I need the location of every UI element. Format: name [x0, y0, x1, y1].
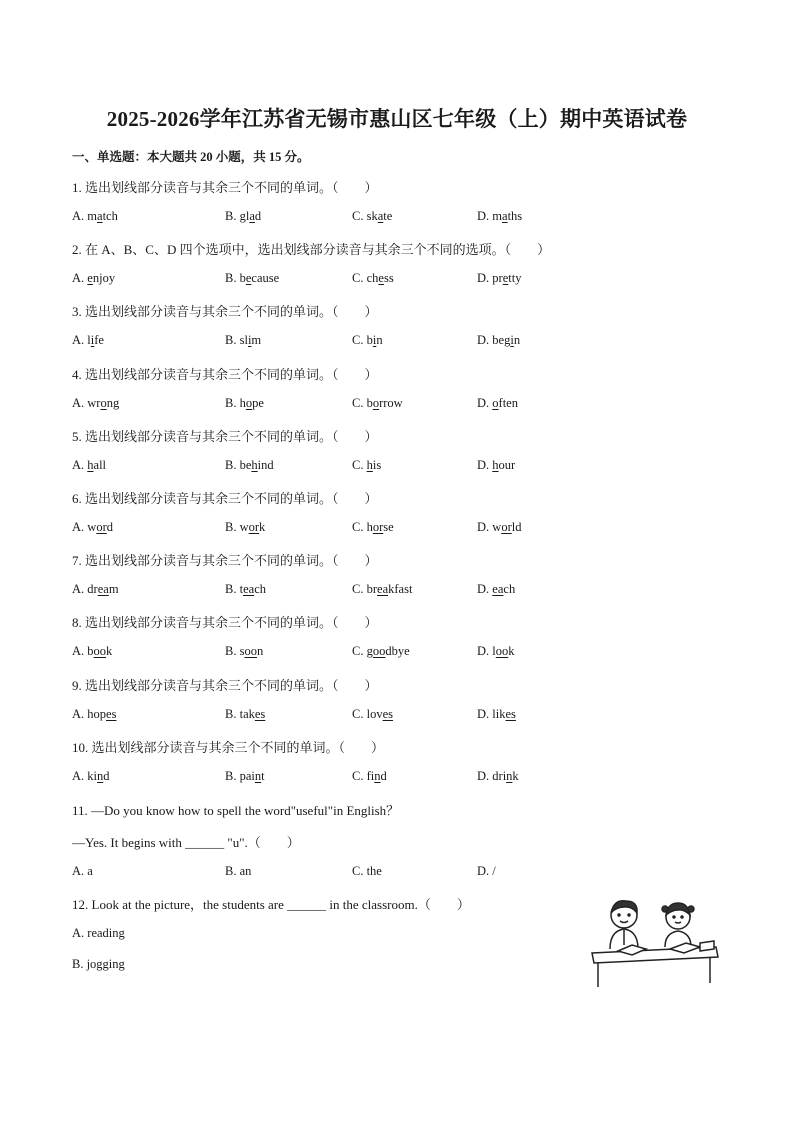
word-prefix: w	[87, 520, 97, 534]
word-prefix: pai	[239, 769, 255, 783]
underlined-letters: i	[372, 333, 377, 347]
option-label: B.	[225, 333, 237, 347]
question-3-option-b[interactable]	[225, 333, 261, 348]
word-suffix: se	[383, 520, 394, 534]
word-prefix: pr	[492, 271, 503, 285]
word-prefix: l	[492, 644, 496, 658]
option-label: D.	[477, 458, 490, 472]
word-prefix: h	[366, 520, 373, 534]
option-label: A.	[72, 458, 85, 472]
underlined-letters: es	[106, 707, 117, 721]
question-8-option-b[interactable]	[225, 644, 263, 659]
word-suffix: k	[512, 769, 519, 783]
word-prefix: sl	[239, 333, 248, 347]
question-4-option-d[interactable]	[477, 396, 518, 411]
underlined-letters: e	[87, 271, 93, 285]
option-label: C.	[352, 209, 364, 223]
underlined-letters: h	[251, 458, 258, 472]
question-8-stem: 8. 选出划线部分读音与其余三个不同的单词。（ ）	[72, 615, 378, 630]
word-prefix: m	[87, 209, 98, 223]
word-prefix: b	[366, 396, 373, 410]
word-suffix: tch	[102, 209, 118, 223]
word-suffix: m	[108, 582, 119, 596]
underlined-letters: o	[372, 396, 380, 410]
question-5-option-b[interactable]	[225, 458, 274, 473]
word-suffix: t	[261, 769, 265, 783]
word-suffix: dbye	[385, 644, 410, 658]
question-1-stem: 1. 选出划线部分读音与其余三个不同的单词。（ ）	[72, 180, 378, 195]
word-suffix: te	[383, 209, 393, 223]
underlined-letters: es	[505, 707, 516, 721]
question-2-option-b[interactable]	[225, 271, 279, 286]
underlined-letters: ea	[243, 582, 255, 596]
word-suffix: n	[376, 333, 383, 347]
option-label: B.	[225, 271, 237, 285]
underlined-letters: h	[366, 458, 373, 472]
word-suffix: fe	[94, 333, 104, 347]
underlined-letters: ea	[492, 582, 504, 596]
question-5-stem: 5. 选出划线部分读音与其余三个不同的单词。（ ）	[72, 429, 378, 444]
word-suffix: ind	[257, 458, 274, 472]
word-suffix: ss	[383, 271, 394, 285]
option-label: C.	[352, 582, 364, 596]
option-label: B.	[225, 520, 237, 534]
underlined-letters: oo	[244, 644, 257, 658]
word-prefix: gl	[239, 209, 250, 223]
word-prefix: be	[239, 458, 252, 472]
word-prefix: lik	[492, 707, 506, 721]
word-suffix: kfast	[388, 582, 413, 596]
option-label: D.	[477, 271, 490, 285]
option-label: D.	[477, 644, 490, 658]
word-prefix: h	[239, 396, 246, 410]
word-prefix: ch	[366, 271, 379, 285]
option-label: D.	[477, 209, 490, 223]
word-prefix: l	[87, 333, 91, 347]
question-8-option-c[interactable]	[352, 644, 410, 659]
question-10-option-a[interactable]	[72, 769, 110, 784]
question-6-stem: 6. 选出划线部分读音与其余三个不同的单词。（ ）	[72, 491, 378, 506]
question-1-option-c[interactable]	[352, 209, 392, 224]
word-prefix: dri	[492, 769, 507, 783]
underlined-letters: oo	[372, 644, 386, 658]
word-suffix: all	[93, 458, 107, 472]
question-9-option-b[interactable]	[225, 707, 265, 722]
word-prefix: hop	[87, 707, 107, 721]
question-12-option-a[interactable]: A. reading	[72, 926, 125, 940]
underlined-letters: or	[501, 520, 512, 534]
underlined-letters: i	[90, 333, 95, 347]
option-label: C.	[352, 333, 364, 347]
option-label: D.	[477, 707, 490, 721]
option-label: B.	[225, 458, 237, 472]
word-suffix: rrow	[379, 396, 403, 410]
word-prefix: m	[492, 209, 503, 223]
question-6-option-a[interactable]	[72, 520, 113, 535]
option-label: C.	[352, 769, 364, 783]
option-label: B.	[225, 769, 237, 783]
word-suffix: ng	[106, 396, 120, 410]
underlined-letters: oo	[495, 644, 509, 658]
word-suffix: pe	[252, 396, 264, 410]
underlined-letters: or	[248, 520, 260, 534]
underlined-letters: oo	[93, 644, 107, 658]
word-suffix: ths	[507, 209, 523, 223]
word-prefix: tak	[239, 707, 255, 721]
option-label: A.	[72, 582, 85, 596]
option-label: C.	[352, 458, 364, 472]
question-1-option-d[interactable]	[477, 209, 522, 224]
word-suffix: ften	[498, 396, 518, 410]
word-suffix: d	[103, 769, 110, 783]
word-prefix: lov	[366, 707, 383, 721]
question-3-option-d[interactable]	[477, 333, 520, 348]
page-title: 2025-2026学年江苏省无锡市惠山区七年级（上）期中英语试卷	[106, 107, 688, 131]
underlined-letters: o	[492, 396, 499, 410]
question-4-option-c[interactable]	[352, 396, 403, 411]
word-prefix: w	[492, 520, 502, 534]
question-7-option-a[interactable]	[72, 582, 119, 597]
option-label: C.	[352, 271, 364, 285]
word-prefix: ki	[87, 769, 98, 783]
option-label: A.	[72, 707, 85, 721]
option-label: A.	[72, 644, 85, 658]
word-suffix: d	[254, 209, 262, 223]
underlined-letters: a	[502, 209, 508, 223]
word-suffix: k	[508, 644, 515, 658]
question-3-stem: 3. 选出划线部分读音与其余三个不同的单词。（ ）	[72, 304, 378, 319]
option-label: B.	[225, 644, 237, 658]
option-label: D.	[477, 396, 490, 410]
underlined-letters: n	[97, 769, 104, 783]
underlined-letters: ea	[97, 582, 109, 596]
question-5-option-d[interactable]	[477, 458, 515, 473]
word-suffix: njoy	[92, 271, 116, 285]
option-label: C.	[352, 396, 364, 410]
word-suffix: n	[513, 333, 521, 347]
word-suffix: n	[256, 644, 264, 658]
question-5-option-a[interactable]	[72, 458, 106, 473]
question-2-option-c[interactable]	[352, 271, 394, 286]
option-label: C.	[352, 520, 364, 534]
underlined-letters: a	[249, 209, 255, 223]
word-suffix: tty	[508, 271, 522, 285]
option-label: D.	[477, 582, 490, 596]
word-prefix: s	[239, 644, 245, 658]
underlined-letters: n	[506, 769, 513, 783]
word-prefix: wr	[87, 396, 101, 410]
option-label: A.	[72, 769, 85, 783]
option-label: C.	[352, 707, 364, 721]
question-6-option-b[interactable]	[225, 520, 265, 535]
word-prefix: b	[366, 333, 373, 347]
question-2-stem: 2. 在 A、B、C、D 四个选项中，选出划线部分读音与其余三个不同的选项。（ ）	[72, 242, 551, 257]
question-9-stem: 9. 选出划线部分读音与其余三个不同的单词。（ ）	[72, 678, 378, 693]
question-2-option-a[interactable]	[72, 271, 115, 286]
underlined-letters: e	[245, 271, 252, 285]
word-suffix: ld	[511, 520, 522, 534]
question-3-option-a[interactable]	[72, 333, 104, 348]
underlined-letters: n	[374, 769, 381, 783]
question-9-option-d[interactable]	[477, 707, 516, 722]
question-11-option-a[interactable]: A. a	[72, 864, 93, 878]
word-suffix: d	[380, 769, 387, 783]
question-7-stem: 7. 选出划线部分读音与其余三个不同的单词。（ ）	[72, 553, 378, 568]
question-9-option-a[interactable]	[72, 707, 116, 722]
word-prefix: beg	[492, 333, 511, 347]
question-11-stem: 11. —Do you know how to spell the word"useful"in English？	[72, 803, 400, 818]
question-3-option-c[interactable]	[352, 333, 383, 348]
option-label: B.	[225, 582, 237, 596]
option-label: B.	[225, 707, 237, 721]
word-suffix: k	[259, 520, 266, 534]
question-12-option-b[interactable]: B. jogging	[72, 957, 125, 971]
question-10-stem: 10. 选出划线部分读音与其余三个不同的单词。（ ）	[72, 740, 385, 755]
underlined-letters: i	[510, 333, 514, 347]
word-prefix: t	[239, 582, 244, 596]
question-4-option-a[interactable]	[72, 396, 119, 411]
word-prefix: w	[239, 520, 249, 534]
word-suffix: k	[106, 644, 113, 658]
question-10-option-c[interactable]	[352, 769, 387, 784]
word-suffix: is	[372, 458, 382, 472]
question-11-option-c[interactable]: C. the	[352, 864, 382, 878]
question-8-option-d[interactable]	[477, 644, 515, 659]
question-5-option-c[interactable]	[352, 458, 381, 473]
word-suffix: m	[251, 333, 262, 347]
option-label: A.	[72, 271, 85, 285]
underlined-letters: i	[247, 333, 252, 347]
underlined-letters: o	[100, 396, 107, 410]
word-prefix: fi	[366, 769, 375, 783]
option-label: D.	[477, 520, 490, 534]
underlined-letters: es	[254, 707, 266, 721]
underlined-letters: ea	[377, 582, 389, 596]
underlined-letters: es	[382, 707, 393, 721]
option-label: B.	[225, 396, 237, 410]
question-6-option-d[interactable]	[477, 520, 521, 535]
word-suffix: d	[106, 520, 113, 534]
underlined-letters: a	[377, 209, 384, 223]
question-7-option-c[interactable]	[352, 582, 412, 597]
underlined-letters: h	[492, 458, 499, 472]
underlined-letters: n	[254, 769, 262, 783]
word-prefix: b	[239, 271, 246, 285]
option-label: A.	[72, 209, 85, 223]
question-9-option-c[interactable]	[352, 707, 393, 722]
word-prefix: br	[366, 582, 378, 596]
question-4-option-b[interactable]	[225, 396, 264, 411]
question-1-option-b[interactable]	[225, 209, 261, 224]
question-1-option-a[interactable]	[72, 209, 118, 224]
word-suffix: ch	[503, 582, 516, 596]
question-11-option-b[interactable]: B. an	[225, 864, 252, 878]
word-prefix: sk	[366, 209, 378, 223]
underlined-letters: a	[97, 209, 103, 223]
option-label: A.	[72, 520, 85, 534]
underlined-letters: h	[87, 458, 94, 472]
option-label: C.	[352, 644, 364, 658]
option-label: B.	[225, 209, 237, 223]
word-suffix: ch	[254, 582, 266, 596]
option-label: D.	[477, 333, 490, 347]
word-prefix: g	[366, 644, 373, 658]
option-label: A.	[72, 396, 85, 410]
underlined-letters: or	[372, 520, 384, 534]
question-7-option-b[interactable]	[225, 582, 266, 597]
question-7-option-d[interactable]	[477, 582, 515, 597]
students-reading-illustration	[588, 893, 722, 989]
word-prefix: dr	[87, 582, 98, 596]
question-6-option-c[interactable]	[352, 520, 394, 535]
question-10-option-d[interactable]	[477, 769, 519, 784]
section-heading: 一、单选题：本大题共 20 小题，共 15 分。	[72, 150, 310, 164]
underlined-letters: e	[378, 271, 384, 285]
word-prefix: b	[87, 644, 94, 658]
word-suffix: cause	[251, 271, 280, 285]
word-suffix: our	[498, 458, 516, 472]
underlined-letters: or	[96, 520, 107, 534]
underlined-letters: o	[245, 396, 253, 410]
question-2-option-d[interactable]	[477, 271, 521, 286]
question-4-stem: 4. 选出划线部分读音与其余三个不同的单词。（ ）	[72, 367, 378, 382]
question-12-stem: 12. Look at the picture，the students are ______ in the classroom.（ ）	[72, 897, 470, 912]
question-8-option-a[interactable]	[72, 644, 112, 659]
option-label: A.	[72, 333, 85, 347]
question-11-reply: —Yes. It begins with ______ "u".（ ）	[72, 835, 300, 850]
question-10-option-b[interactable]	[225, 769, 265, 784]
underlined-letters: e	[502, 271, 509, 285]
option-label: D.	[477, 769, 490, 783]
question-11-option-d[interactable]: D. /	[477, 864, 496, 878]
